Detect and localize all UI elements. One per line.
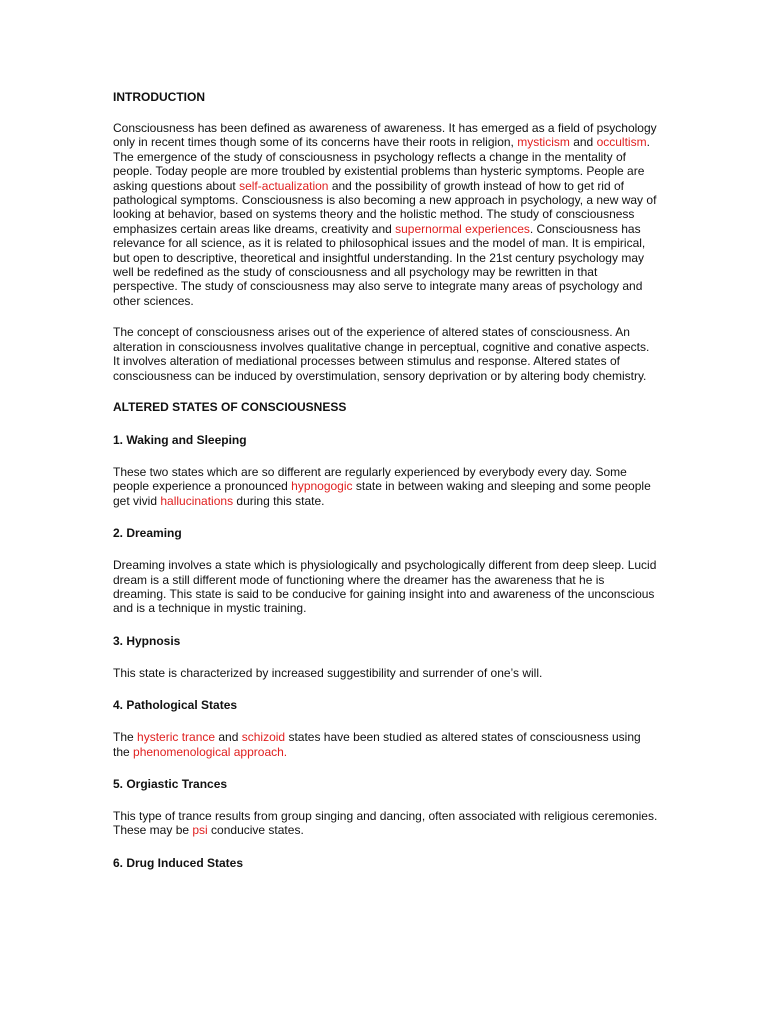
body-text: This state is characterized by increased suggestibility and surrender of one’s will. <box>113 665 543 680</box>
body-text: during this state. <box>233 493 325 508</box>
section-title: 2. Dreaming <box>113 526 182 541</box>
section-drug-induced-states <box>113 856 658 871</box>
section-title: 1. Waking and Sleeping <box>113 432 247 447</box>
inline-link[interactable]: hypnogogic <box>291 479 353 494</box>
inline-link[interactable]: phenomenological approach. <box>133 744 288 759</box>
section-body <box>113 809 658 838</box>
section-dreaming <box>113 526 658 616</box>
body-text: states have been studied as altered states of consciousness using the <box>113 730 641 759</box>
body-text: This type of trance results from group singing and dancing, often associated with religious ceremonies. These may be <box>113 808 658 838</box>
inline-link[interactable]: hysteric trance <box>137 730 216 745</box>
section-orgiastic-trances <box>113 777 658 838</box>
body-text: and the possibility of growth instead of how to get rid of pathological symptoms. Consciousness is also becoming a new approach in psychology, a new way of looking at behavior, based on systems theory and the holistic method. The study of consciousness emphasizes certain areas like dreams, creativity and <box>113 178 657 236</box>
body-text: These two states which are so different are regularly experienced by everybody every day. Some people experience a pronounced <box>113 464 627 494</box>
introduction-paragraph-2 <box>113 325 658 383</box>
document-page <box>113 88 658 871</box>
section-title: 5. Orgiastic Trances <box>113 776 228 791</box>
body-text: conducive states. <box>207 823 304 838</box>
introduction-paragraph-1 <box>113 121 658 308</box>
section-title: 4. Pathological States <box>113 698 238 713</box>
section-body <box>113 558 658 616</box>
inline-link[interactable]: hallucinations <box>160 493 234 508</box>
body-text: Consciousness has been defined as awareness of awareness. It has emerged as a field of psychology only in recent times though some of its concerns have their roots in religion, <box>113 121 657 150</box>
introduction-heading: INTRODUCTION <box>113 90 205 104</box>
section-body <box>113 730 658 759</box>
section-pathological-states <box>113 698 658 759</box>
inline-link[interactable]: schizoid <box>241 730 286 745</box>
body-text: and <box>215 730 242 745</box>
body-text: and <box>569 135 597 150</box>
inline-link[interactable]: self-actualization <box>239 178 329 193</box>
inline-link[interactable]: occultism <box>596 135 647 150</box>
section-title: 6. Drug Induced States <box>113 855 244 870</box>
body-text: Dreaming involves a state which is physiologically and psychologically different from deep sleep. Lucid dream is a still different mode of functioning where the dreamer has the awareness that he is dreaming. This state is said to be conducive for gaining insight into and awareness of the unconscious and is a technique in mystic training. <box>113 558 657 616</box>
body-text: . Consciousness has relevance for all science, as it is related to philosophical issues and the model of man. It is empirical, but open to descriptive, theoretical and insightful understanding. In the 21st century psychology may well be redefined as the study of consciousness and all psychology may be rewritten in that perspective. The study of consciousness may also serve to integrate many areas of psychology and other sciences. <box>113 221 646 308</box>
section-body <box>113 666 658 680</box>
section-title: 3. Hypnosis <box>113 633 181 648</box>
section-hypnosis <box>113 634 658 680</box>
body-text: The concept of consciousness arises out of the experience of altered states of consciousness. An alteration in consciousness involves qualitative change in perceptual, cognitive and conative aspects. It involves alteration of mediational processes between stimulus and response. Altered states of consciousness can be induced by overstimulation, sensory deprivation or by altering body chemistry. <box>113 325 650 383</box>
section-waking-sleeping <box>113 433 658 508</box>
inline-link[interactable]: psi <box>192 823 208 838</box>
body-text: state in between waking and sleeping and some people get vivid <box>113 479 651 508</box>
body-text: . The emergence of the study of consciousness in psychology reflects a change in the mentality of people. Today people are more troubled by existential problems than hysteric symptoms. People are asking questions about <box>113 135 650 193</box>
inline-link[interactable]: mysticism <box>517 135 570 150</box>
body-text: The <box>113 730 138 745</box>
altered-states-heading: ALTERED STATES OF CONSCIOUSNESS <box>113 399 347 414</box>
section-body <box>113 465 658 508</box>
inline-link[interactable]: supernormal experiences <box>395 221 530 236</box>
